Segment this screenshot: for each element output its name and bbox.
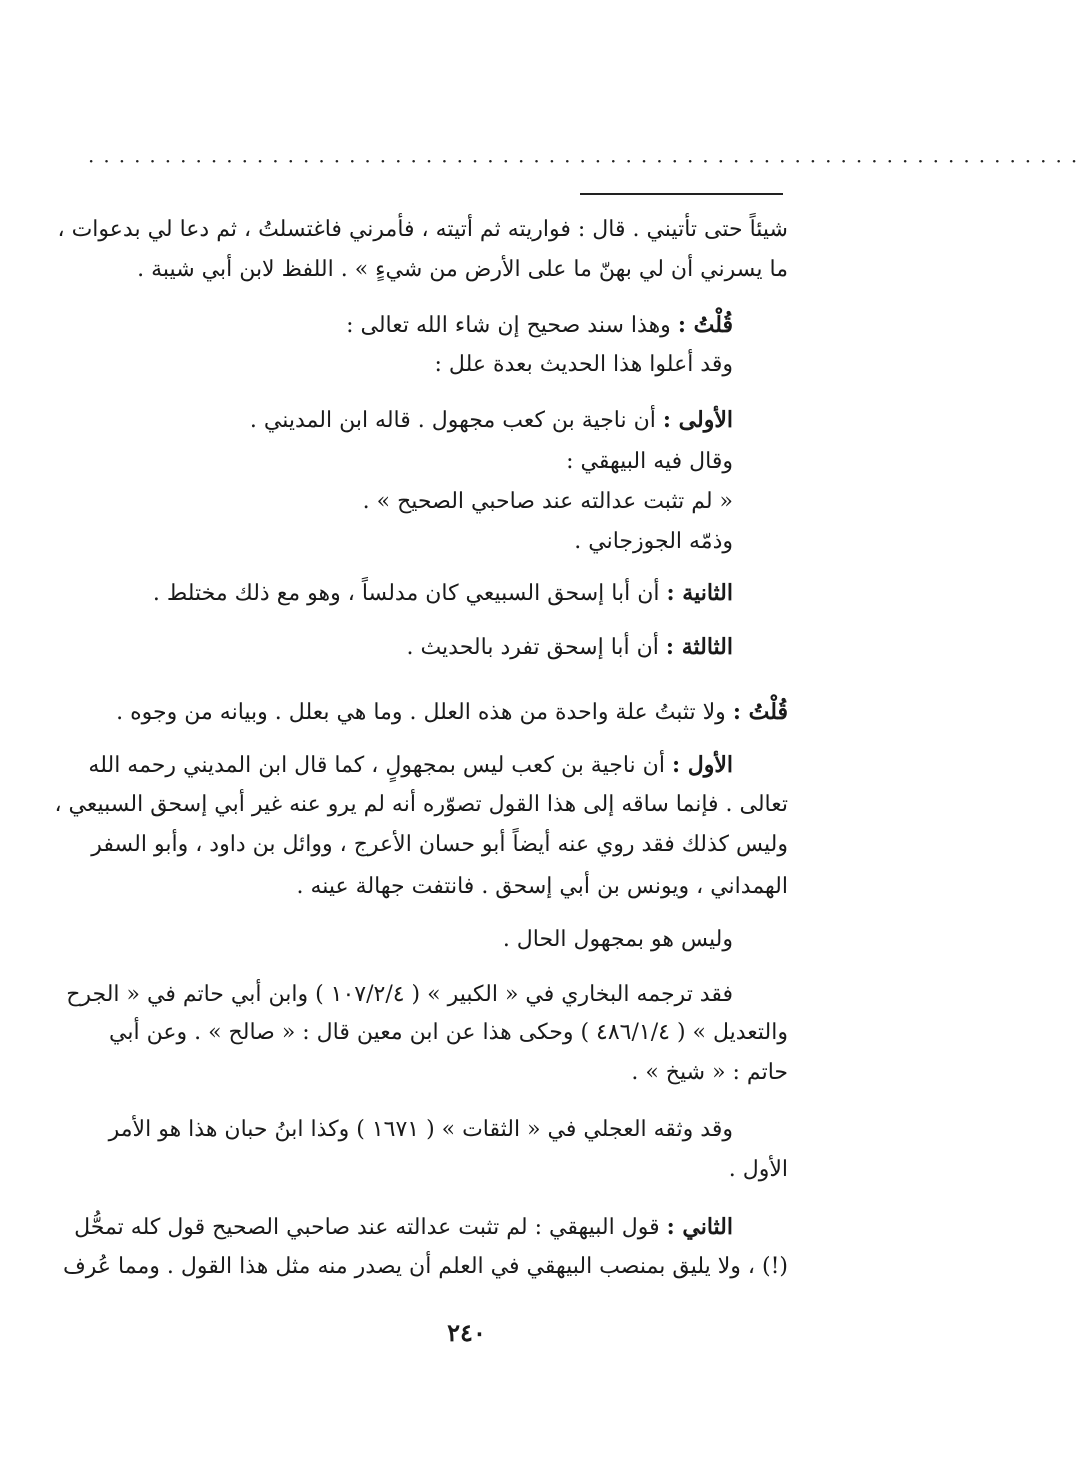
text-line-thaniya xyxy=(113,578,733,610)
text-line: وقد أعلوا هذا الحديث بعدة علل : xyxy=(434,352,733,377)
label-qultu: قُلْتُ : xyxy=(732,699,788,725)
text-line: والتعديل » ( ٤٨٦/١/٤ ) وحكى هذا عن ابن معين قال : « صالح » . وعن أبي xyxy=(109,1020,788,1045)
text-line: وليس هو بمجهول الحال . xyxy=(502,927,733,952)
text-line: الهمداني ، ويونس بن أبي إسحق . فانتفت جهالة عينه . xyxy=(296,874,788,899)
text-line-ula xyxy=(173,405,733,437)
text-line: وقال فيه البيهقي : xyxy=(566,449,733,474)
label-ula: الأولى : xyxy=(662,407,733,433)
text-line: وليس كذلك فقد روي عنه أيضاً أبو حسان الأعرج ، ووائل بن داود ، وأبو السفر xyxy=(91,832,788,857)
label-thaniya: الثانية : xyxy=(666,580,733,606)
text: أن أبا إسحق السبيعي كان مدلساً ، وهو مع ذلك مختلط . xyxy=(152,581,660,606)
label-qultu: قُلْتُ : xyxy=(677,312,733,338)
text: ولا تثبتُ علة واحدة من هذه العلل . وما هي بعلل . وبيانه من وجوه . xyxy=(116,700,726,725)
text: وهذا سند صحيح إن شاء الله تعالى : xyxy=(346,313,671,338)
text-line-thani xyxy=(74,1212,733,1244)
text-line: (!) ، ولا يليق بمنصب البيهقي في العلم أن يصدر منه مثل هذا القول . ومما عُرف xyxy=(62,1254,788,1279)
label-thani: الثاني : xyxy=(666,1214,733,1240)
text-line: ما يسرني أن لي بهنّ ما على الأرض من شيءٍ » . اللفظ لابن أبي شيبة . xyxy=(137,257,788,282)
text: أن أبا إسحق تفرد بالحديث . xyxy=(406,635,659,660)
text-line: الأول . xyxy=(728,1157,788,1182)
text-line: شيئاً حتى تأتيني . قال : فواريته ثم أتيته ، فأمرني فاغتسلتُ ، ثم دعا لي بدعوات ، xyxy=(57,217,788,242)
quote-line: « لم تثبت عدالته عند صاحبي الصحيح » . xyxy=(362,489,733,514)
text-line-qultu-2 xyxy=(88,697,788,729)
text-line: حاتم : « شيخ » . xyxy=(631,1060,788,1085)
text-line-awwal xyxy=(88,750,733,782)
text-line-thalitha xyxy=(113,632,733,664)
footnote-rule xyxy=(580,193,783,195)
text: قول البيهقي : لم تثبت عدالته عند صاحبي الصحيح قول كله تمحُّل xyxy=(74,1215,660,1240)
text-line: وقد وثقه العجلي في « الثقات » ( ١٦٧١ ) وكذا ابنُ حبان هذا هو الأمر xyxy=(108,1117,733,1142)
text-line: فقد ترجمه البخاري في « الكبير » ( ١٠٧/٢/٤ ) وابن أبي حاتم في « الجرح xyxy=(66,982,733,1007)
dotted-separator: ································································· xyxy=(88,149,1086,173)
text: أن ناجية بن كعب ليس بمجهولٍ ، كما قال ابن المديني رحمه الله xyxy=(88,753,665,778)
page-number: ٢٤٠ xyxy=(447,1318,486,1347)
label-awwal: الأول : xyxy=(671,752,733,778)
text-line: تعالى . فإنما ساقه إلى هذا القول تصوّره أنه لم يرو عنه غير أبي إسحق السبيعي ، xyxy=(54,792,788,817)
text: أن ناجية بن كعب مجهول . قاله ابن المديني . xyxy=(249,408,656,433)
label-thalitha: الثالثة : xyxy=(665,634,733,660)
text-line-qultu xyxy=(173,310,733,342)
text-line: وذمّه الجوزجاني . xyxy=(574,529,733,554)
